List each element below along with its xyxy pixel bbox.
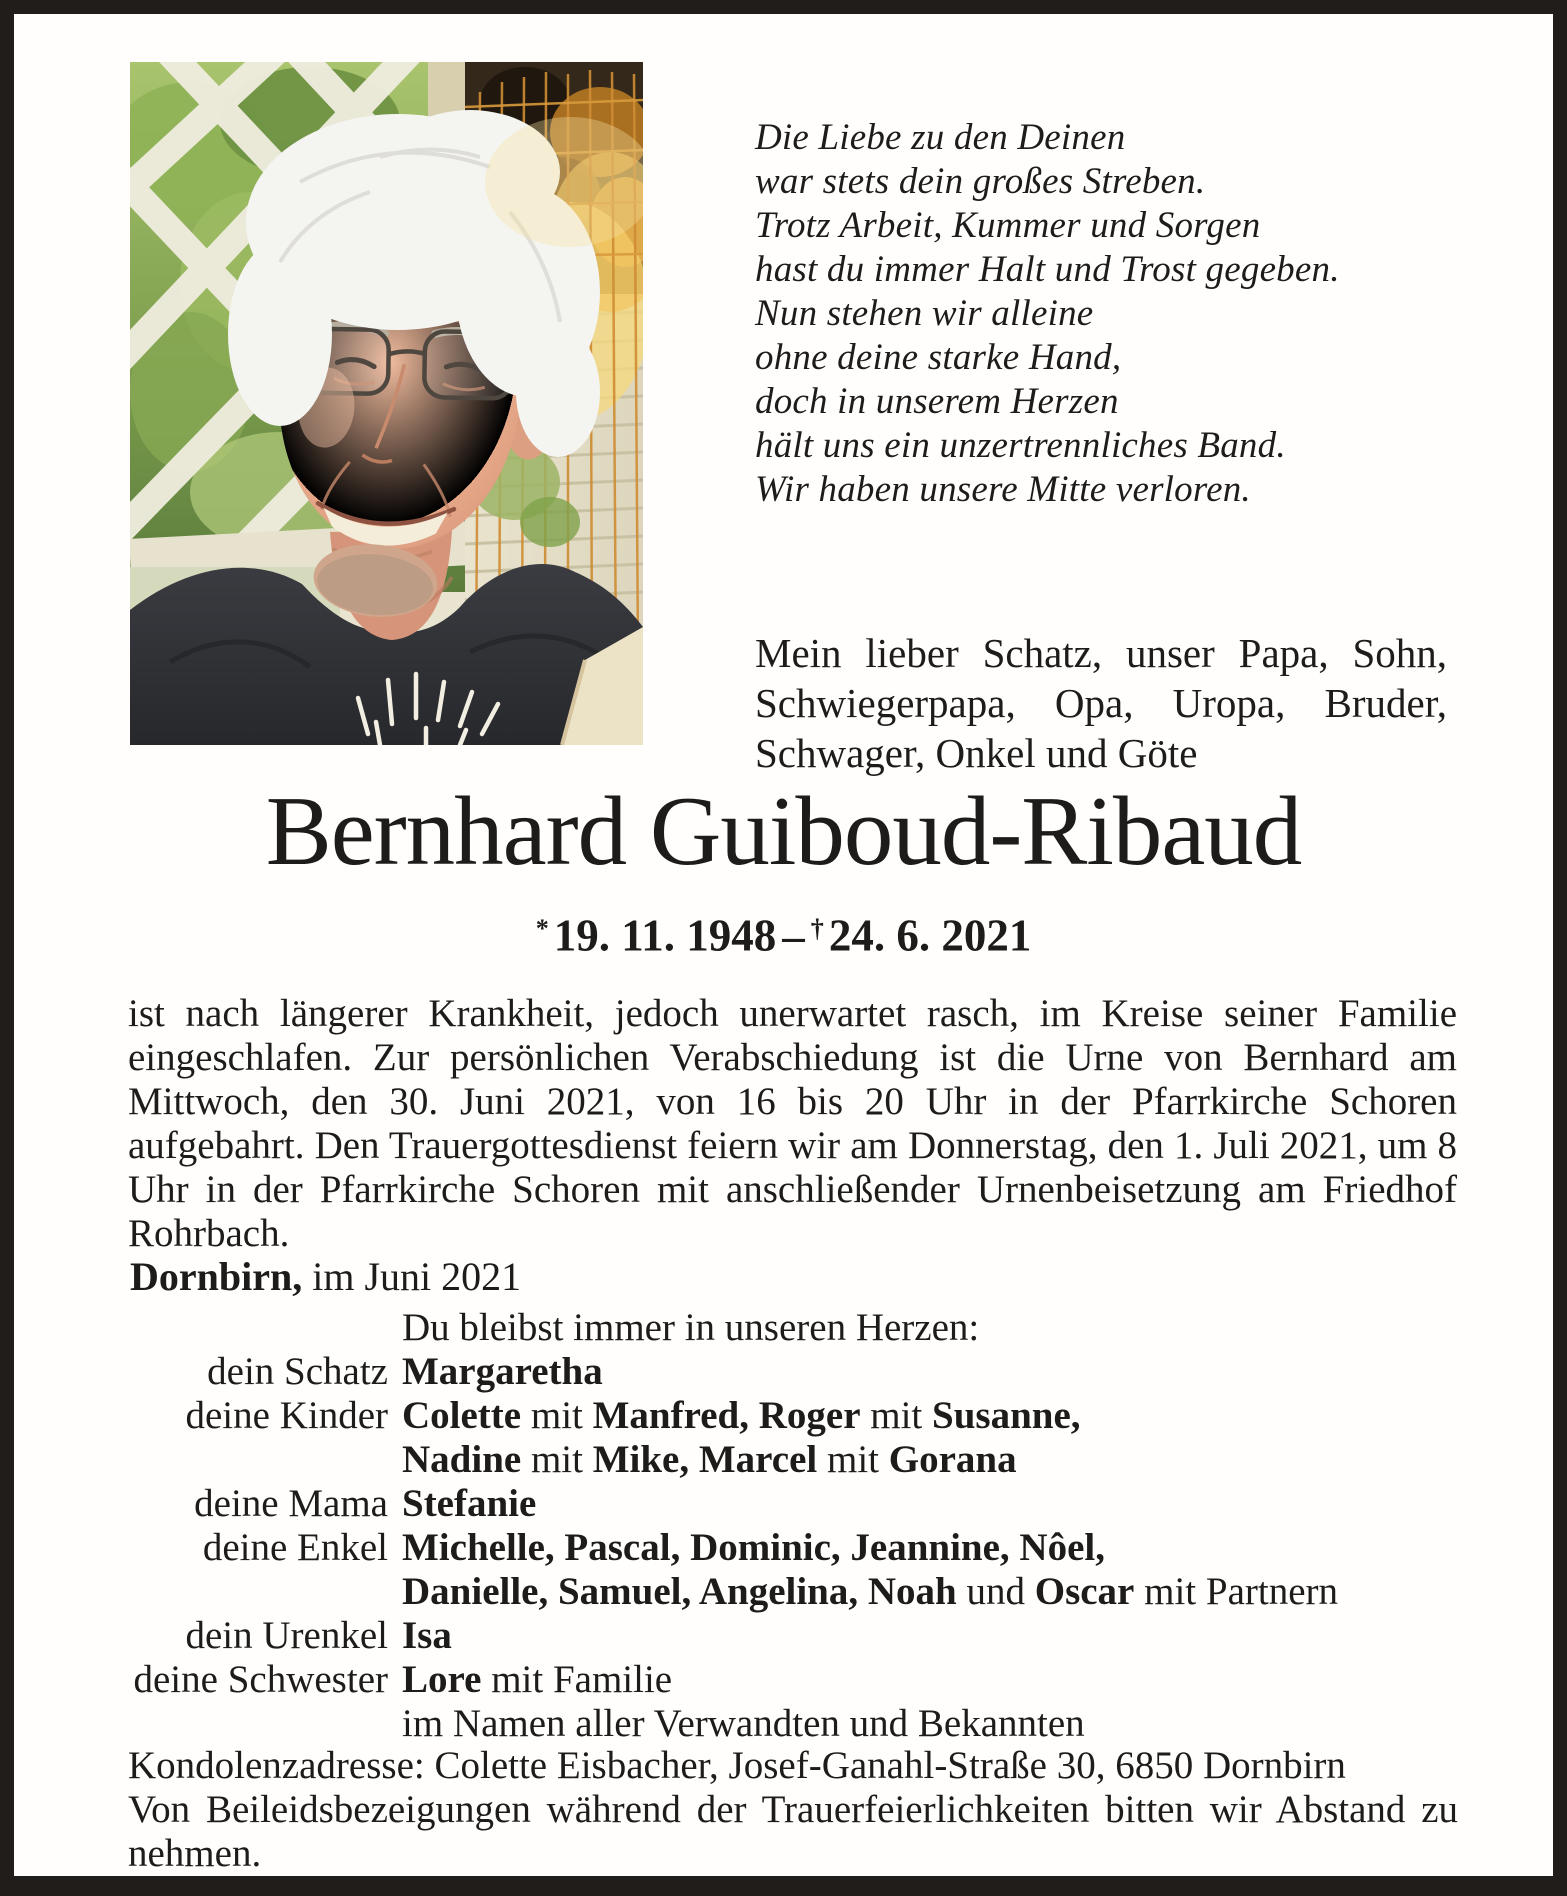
family-row	[114, 1702, 1338, 1746]
family-row-names: Margaretha	[402, 1350, 603, 1393]
salutation: Mein lieber Schatz, unser Papa, Sohn, Schwiegerpapa, Opa, Uropa, Bruder, Schwager, Onkel und Göte	[755, 630, 1447, 776]
life-dates	[0, 903, 1567, 962]
family-closing-line: im Namen aller Verwandten und Bekannten	[402, 1702, 1085, 1745]
memorial-poem	[755, 116, 1525, 512]
family-row-names: Michelle, Pascal, Dominic, Jeannine, Nôel,	[402, 1526, 1105, 1569]
portrait-photo-graphic	[130, 62, 643, 745]
place-date-line	[130, 1254, 521, 1300]
birth-date: 19. 11. 1948	[553, 910, 777, 961]
family-row	[114, 1394, 1338, 1438]
family-row-names: Isa	[402, 1614, 452, 1657]
announcement-paragraph: ist nach längerer Krankheit, jedoch unerwartet rasch, im Kreise seiner Familie eingeschlafen. Zur persönlichen Verabschiedung ist die Urne von Bernhard am Mittwoch, den 30. Juni 2021, von 16 bis 20 Uhr in der Pfarrkirche Schoren aufgebahrt. Den Trauergottesdienst feiern wir am Donnerstag, den 1. Juli 2021, um 8 Uhr in der Pfarrkirche Schoren mit anschließender Urnenbeisetzung am Friedhof Rohrbach.	[128, 992, 1457, 1255]
family-row-label: dein Schatz	[207, 1350, 388, 1393]
family-row-label: deine Mama	[194, 1482, 388, 1525]
family-row-names: Stefanie	[402, 1482, 537, 1525]
family-row-label: deine Kinder	[185, 1394, 388, 1437]
poem-line: doch in unserem Herzen	[755, 381, 1119, 422]
family-row-names: Danielle, Samuel, Angelina, Noah und Oscar mit Partnern	[402, 1570, 1339, 1613]
condolence-note	[128, 1744, 1458, 1876]
poem-line: ohne deine starke Hand,	[755, 337, 1122, 378]
condolence-request: Von Beileidsbezeigungen während der Trauerfeierlichkeiten bitten wir Abstand zu nehmen.	[128, 1788, 1458, 1875]
family-row-label: deine Enkel	[202, 1526, 388, 1569]
poem-line: hält uns ein unzertrennliches Band.	[755, 425, 1286, 466]
family-row	[114, 1526, 1338, 1570]
family-row	[114, 1482, 1338, 1526]
poem-line: Die Liebe zu den Deinen	[755, 117, 1126, 158]
family-row-label	[114, 1702, 388, 1746]
place-name: Dornbirn,	[130, 1254, 303, 1299]
birth-star-symbol: *	[535, 914, 549, 943]
poem-line: Nun stehen wir alleine	[755, 293, 1094, 334]
family-row	[114, 1658, 1338, 1702]
poem-line: hast du immer Halt und Trost gegeben.	[755, 249, 1340, 290]
place-date-rest: im Juni 2021	[302, 1254, 522, 1299]
family-row-label	[114, 1438, 388, 1482]
family-row-names: Nadine mit Mike, Marcel mit Gorana	[402, 1438, 1017, 1481]
family-row-names: Colette mit Manfred, Roger mit Susanne,	[402, 1394, 1081, 1437]
date-separator: –	[782, 910, 805, 961]
family-row-names: Lore mit Familie	[402, 1658, 673, 1701]
deceased-name: Bernhard Guiboud-Ribaud	[265, 777, 1302, 886]
family-row-label	[114, 1570, 388, 1614]
poem-line: war stets dein großes Streben.	[755, 161, 1206, 202]
farewell-intro: Du bleibst immer in unseren Herzen:	[402, 1306, 980, 1349]
family-list	[114, 1350, 1338, 1746]
family-row	[114, 1438, 1338, 1482]
family-row	[114, 1350, 1338, 1394]
poem-line: Trotz Arbeit, Kummer und Sorgen	[755, 205, 1261, 246]
portrait-photo	[130, 62, 643, 745]
family-row	[114, 1570, 1338, 1614]
condolence-address: Kondolenzadresse: Colette Eisbacher, Josef-Ganahl-Straße 30, 6850 Dornbirn	[128, 1744, 1346, 1787]
family-row-label: dein Urenkel	[185, 1614, 388, 1657]
family-row	[114, 1614, 1338, 1658]
family-row-label: deine Schwester	[133, 1658, 388, 1701]
death-cross-symbol: †	[810, 914, 824, 943]
death-date: 24. 6. 2021	[828, 910, 1032, 961]
poem-line: Wir haben unsere Mitte verloren.	[755, 469, 1251, 510]
